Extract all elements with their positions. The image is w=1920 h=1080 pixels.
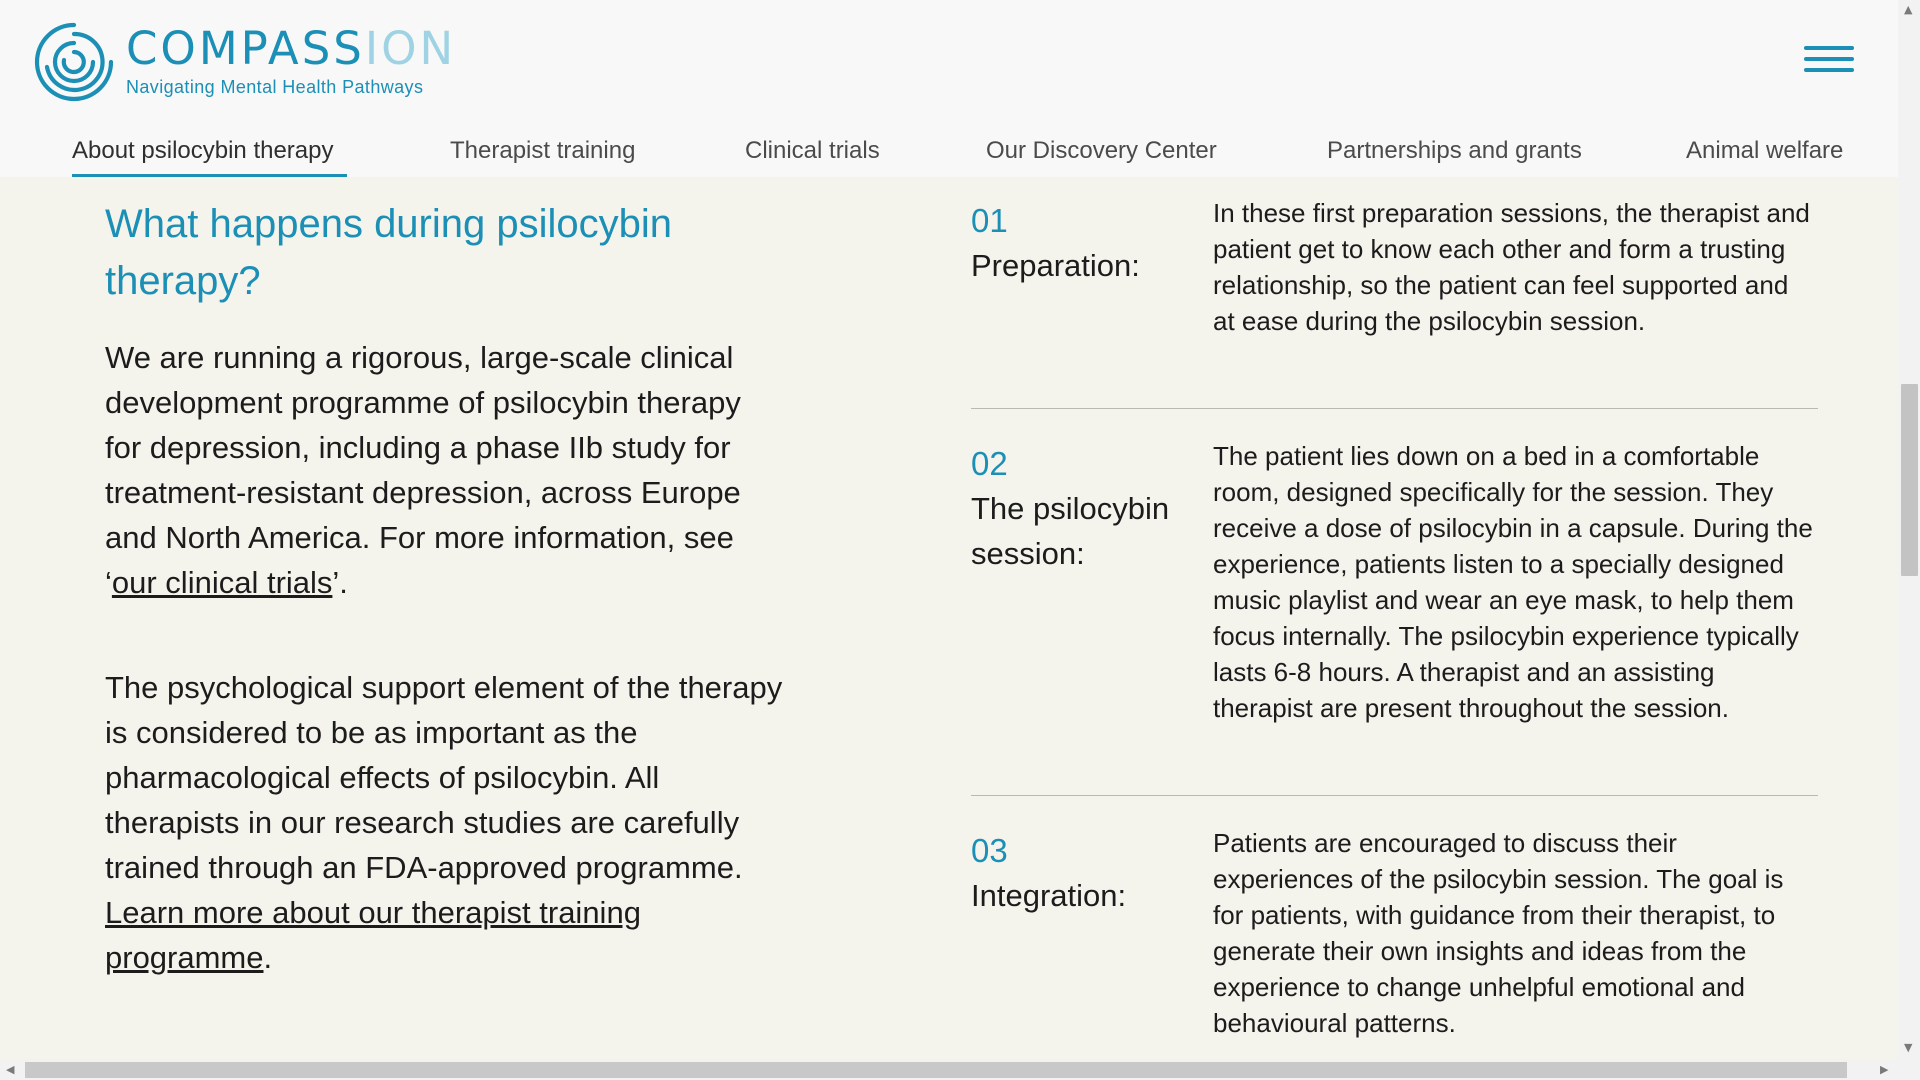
horizontal-scrollbar[interactable] bbox=[0, 1059, 1898, 1080]
step-divider bbox=[971, 408, 1818, 409]
step-title: Integration: bbox=[971, 878, 1127, 913]
scroll-up-arrow-icon[interactable]: ▲ bbox=[1904, 3, 1913, 16]
section-nav bbox=[0, 126, 1898, 177]
section-heading: What happens during psilocybin therapy? bbox=[105, 202, 673, 303]
hamburger-menu-icon[interactable] bbox=[1804, 46, 1854, 80]
step-number: 01 bbox=[971, 202, 1008, 239]
clinical-trials-link[interactable]: our clinical trials bbox=[111, 565, 333, 600]
logo-tagline: Navigating Mental Health Pathways bbox=[126, 77, 424, 97]
horizontal-scrollbar-thumb[interactable] bbox=[25, 1062, 1847, 1078]
step-divider bbox=[971, 795, 1818, 796]
intro-text: We are running a rigorous, large-scale clinical development programme of psilocybin therapy for depression, including a phase IIb study for treatment-resistant depression, across Europe and North America. For more information, see ‘ bbox=[105, 340, 741, 600]
therapist-training-link[interactable]: Learn more about our therapist training programme bbox=[105, 895, 641, 975]
menu-line bbox=[1804, 57, 1854, 61]
logo-wordmark-fade: ION bbox=[364, 22, 457, 75]
scroll-left-arrow-icon[interactable]: ◀ bbox=[6, 1063, 15, 1076]
intro-text-end: ’. bbox=[332, 565, 348, 600]
nav-item-therapist-training[interactable]: Therapist training bbox=[450, 137, 636, 164]
nav-active-indicator bbox=[72, 174, 347, 177]
nav-item-about-psilocybin-therapy[interactable]: About psilocybin therapy bbox=[72, 137, 334, 164]
site-header bbox=[0, 0, 1898, 177]
step-description: Patients are encouraged to discuss their experiences of the psilocybin session. The goal is for patients, with guidance from their therapist, to generate their own insights and ideas from the experience to change unhelpful emotional and behavioural patterns. bbox=[1213, 828, 1784, 1038]
nav-item-partnerships-grants[interactable]: Partnerships and grants bbox=[1327, 137, 1582, 164]
logo-wordmark-main: COMPASS bbox=[126, 22, 365, 75]
logo-wordmark bbox=[126, 22, 457, 75]
step-title: The psilocybin session: bbox=[971, 491, 1170, 571]
support-text-end: . bbox=[263, 940, 273, 975]
site-logo[interactable] bbox=[34, 22, 456, 102]
compass-logo-icon bbox=[34, 22, 114, 102]
support-paragraph bbox=[105, 665, 785, 980]
step-title: Preparation: bbox=[971, 248, 1140, 283]
vertical-scrollbar[interactable] bbox=[1898, 0, 1920, 1059]
step-number: 02 bbox=[971, 445, 1008, 482]
nav-item-clinical-trials[interactable]: Clinical trials bbox=[745, 137, 880, 164]
step-description: In these first preparation sessions, the therapist and patient get to know each other and form a trusting relationship, so the patient can feel supported and at ease during the psilocybin session. bbox=[1213, 198, 1810, 336]
scroll-right-arrow-icon[interactable]: ▶ bbox=[1880, 1063, 1889, 1076]
step-description: The patient lies down on a bed in a comfortable room, designed specifically for the session. They receive a dose of psilocybin in a capsule. During the experience, patients listen to a specially designed music playlist and wear an eye mask, to help them focus internally. The psilocybin experience typically lasts 6-8 hours. A therapist and an assisting therapist are present throughout the session. bbox=[1213, 441, 1813, 723]
menu-line bbox=[1804, 46, 1854, 50]
intro-paragraph bbox=[105, 335, 785, 605]
logo-text bbox=[126, 22, 457, 98]
menu-line bbox=[1804, 68, 1854, 72]
scroll-down-arrow-icon[interactable]: ▼ bbox=[1904, 1041, 1913, 1054]
vertical-scrollbar-thumb[interactable] bbox=[1901, 384, 1918, 576]
nav-item-discovery-center[interactable]: Our Discovery Center bbox=[986, 137, 1217, 164]
nav-item-animal-welfare[interactable]: Animal welfare bbox=[1686, 137, 1844, 164]
step-number: 03 bbox=[971, 832, 1008, 869]
scrollbar-corner bbox=[1898, 1059, 1920, 1080]
support-text: The psychological support element of the therapy is considered to be as important as the pharmacological effects of psilocybin. All therapists in our research studies are carefully trained through an FDA-approved programme. bbox=[105, 670, 783, 885]
